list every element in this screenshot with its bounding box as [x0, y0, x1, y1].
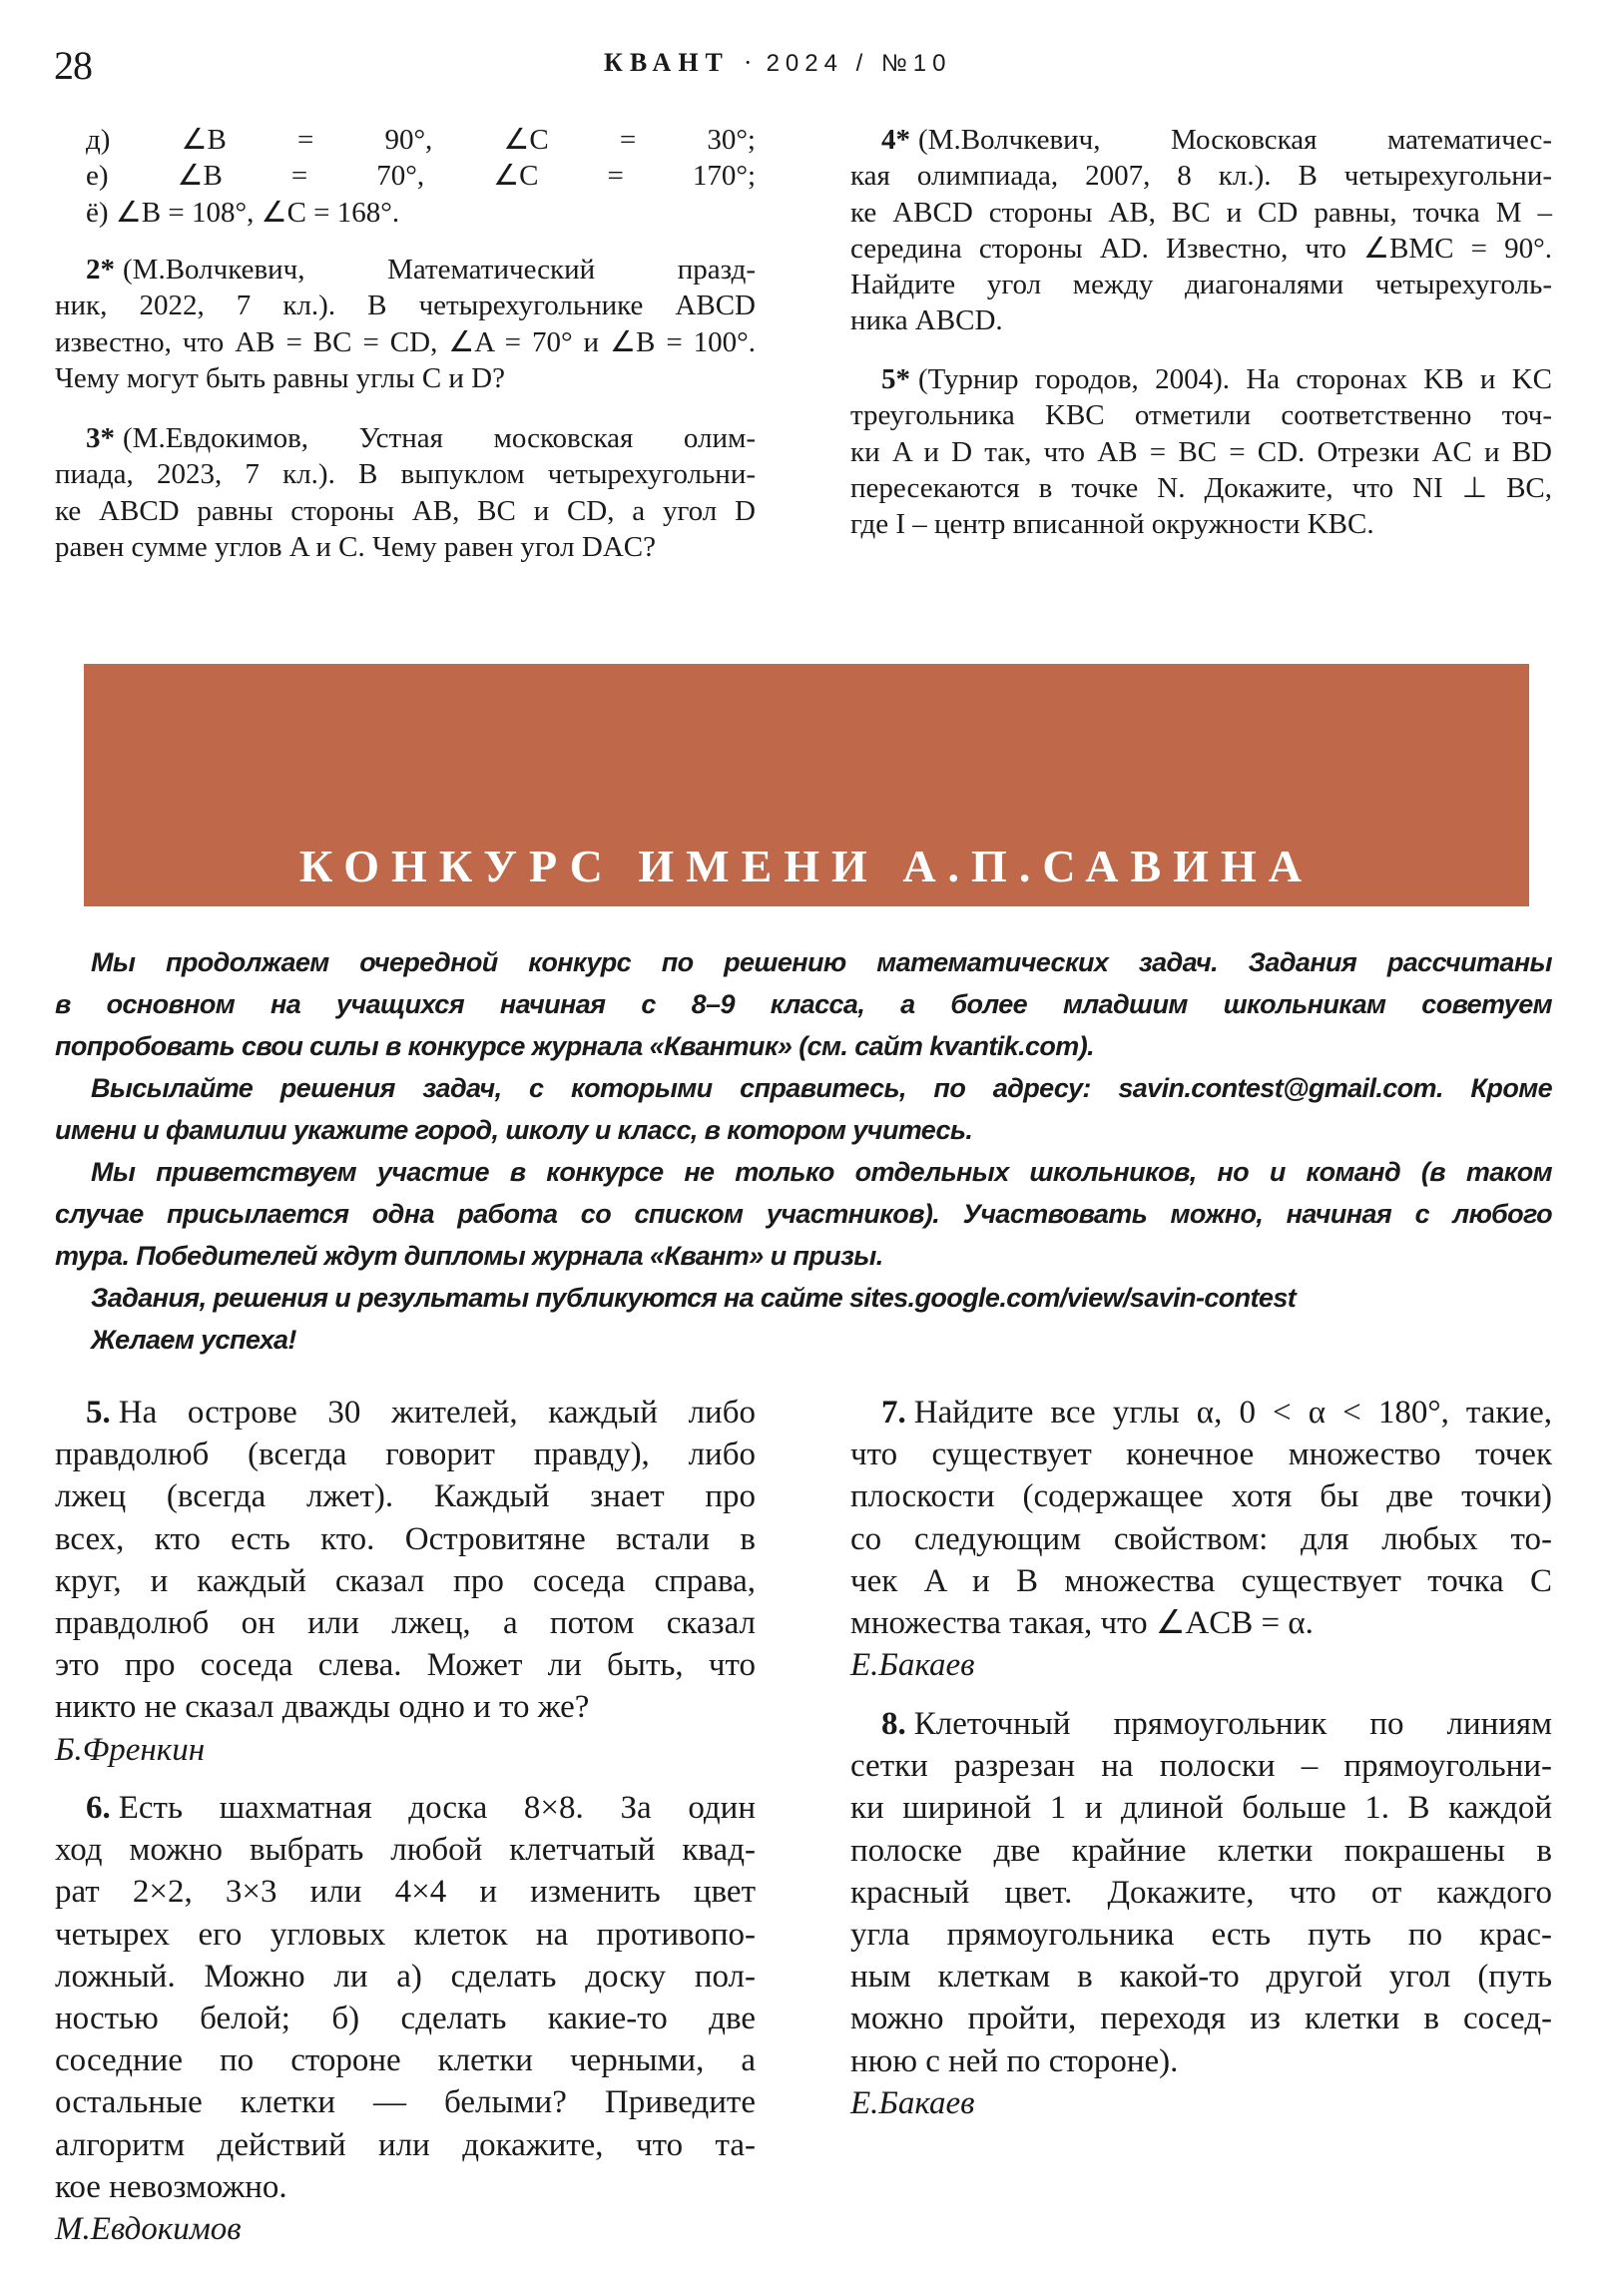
- intro-line: в основном на учащихся начиная с 8–9 класса, а более младшим школьникам советуем: [55, 989, 1552, 1019]
- line-text: ным клеткам в какой-то другой угол (путь: [850, 1959, 1552, 1996]
- line-text: алгоритм действий или докажите, что та-: [55, 2126, 756, 2163]
- text-line: [55, 195, 756, 231]
- line-text: Клеточный прямоугольник по линиям: [913, 1706, 1552, 1742]
- problem-7: [850, 1392, 1552, 1686]
- line-text: четырех его угловых клеток на противопо-: [55, 1916, 756, 1953]
- problem-number: 4*: [881, 124, 910, 156]
- line-text: равен сумме углов A и C. Чему равен угол DAC?: [55, 530, 656, 563]
- text-line: [850, 470, 1552, 506]
- text-line: [55, 1518, 756, 1560]
- problem-5-star: [850, 361, 1552, 542]
- line-text: угла прямоугольника есть путь по крас-: [850, 1916, 1552, 1953]
- text-line: [55, 2039, 756, 2081]
- intro-line: попробовать свои силы в конкурсе журнала «Квантик» (см. сайт kvantik.com).: [55, 1031, 1094, 1061]
- problem-4: [850, 122, 1552, 339]
- line-text: ки шириной 1 и длиной больше 1. В каждой: [850, 1790, 1552, 1827]
- journal-title: КВАНТ: [604, 48, 730, 77]
- text-line: [850, 1703, 1552, 1745]
- text-line: [850, 158, 1552, 194]
- text-line: [55, 1914, 756, 1956]
- line-text: лжец (всегда лжет). Каждый знает про: [55, 1478, 756, 1515]
- contest-banner: [84, 664, 1529, 906]
- text-line: [850, 1998, 1552, 2039]
- text-line: [850, 1392, 1552, 1434]
- text-line: [55, 493, 756, 529]
- line-text: треугольника KBC отметили соответственно точ-: [850, 399, 1552, 432]
- line-text: сетки разрезан на полоски – прямоугольни-: [850, 1748, 1552, 1785]
- text-line: [850, 1602, 1552, 1644]
- line-text: (М.Евдокимов, Устная московская олим-: [123, 422, 756, 454]
- line-text: (М.Волчкевич, Московская математичес-: [918, 124, 1552, 156]
- text-line: [55, 1602, 756, 1644]
- line-text: что существует конечное множество точек: [850, 1436, 1552, 1473]
- text-line: [55, 1392, 756, 1434]
- text-line: [55, 1560, 756, 1602]
- intro-line: Желаем успеха!: [91, 1325, 296, 1355]
- text-line: [55, 1686, 756, 1728]
- problem-author: Е.Бакаев: [850, 2084, 975, 2121]
- line-text: никто не сказал дважды одно и то же?: [55, 1689, 590, 1726]
- issue-number: 2024 / №10: [766, 50, 952, 77]
- text-line: [55, 1644, 756, 1686]
- line-text: известно, что AB = BC = CD, ∠A = 70° и ∠B = 100°.: [55, 325, 756, 358]
- line-text: остальные клетки — белыми? Приведите: [55, 2084, 756, 2121]
- text-line: [55, 529, 756, 565]
- line-text: пиада, 2023, 7 кл.). В выпуклом четырехугольни-: [55, 458, 756, 491]
- text-line: [850, 397, 1552, 433]
- text-line: [850, 1434, 1552, 1475]
- line-text: ложный. Можно ли а) сделать доску пол-: [55, 1958, 756, 1995]
- line-text: ход можно выбрать любой клетчатый квад-: [55, 1832, 756, 1869]
- text-line: [850, 1518, 1552, 1560]
- line-text: со следующим свойством: для любых то-: [850, 1520, 1552, 1557]
- line-text: ке ABCD равны стороны AB, BC и CD, а угол D: [55, 494, 756, 527]
- line-text: всех, кто есть кто. Островитяне встали в: [55, 1520, 756, 1557]
- text-line: [850, 361, 1552, 397]
- text-line: [55, 1956, 756, 1998]
- line-text: рат 2×2, 3×3 или 4×4 и изменить цвет: [55, 1874, 756, 1911]
- line-text: чек A и B множества существует точка C: [850, 1562, 1552, 1599]
- line-text: множества такая, что ∠ACB = α.: [850, 1604, 1314, 1641]
- text-line: [55, 420, 756, 456]
- intro-line: случае присылается одна работа со списком участников). Участвовать можно, начиная с любого: [55, 1199, 1552, 1229]
- problem-author: Е.Бакаев: [850, 1647, 975, 1684]
- text-line: [850, 1956, 1552, 1998]
- line-text: плоскости (содержащее хотя бы две точки): [850, 1478, 1552, 1515]
- text-line: [850, 1830, 1552, 1872]
- problem-number: 5.: [86, 1395, 111, 1431]
- line-text: ё) ∠B = 108°, ∠C = 168°.: [86, 196, 400, 229]
- line-text: Чему могут быть равны углы C и D?: [55, 361, 506, 394]
- line-text: красный цвет. Докажите, что от каждого: [850, 1874, 1552, 1911]
- problem-number: 6.: [86, 1790, 111, 1826]
- line-text: ки A и D так, что AB = BC = CD. Отрезки AC и BD: [850, 435, 1552, 468]
- text-line: [850, 195, 1552, 231]
- line-text: д) ∠B = 90°, ∠C = 30°;: [86, 124, 756, 156]
- line-text: ке ABCD стороны AB, BC и CD равны, точка M –: [850, 196, 1552, 229]
- line-text: (М.Волчкевич, Математический празд-: [123, 254, 756, 286]
- problem-5: [55, 1392, 756, 1771]
- text-line: [850, 2040, 1552, 2082]
- problem-3: [55, 420, 756, 565]
- intro-line: Задания, решения и результаты публикуются на сайте sites.google.com/view/savin-contest: [91, 1283, 1297, 1313]
- text-line: [850, 434, 1552, 470]
- text-line: [55, 158, 756, 194]
- line-text: это про соседа слева. Может ли быть, что: [55, 1647, 756, 1684]
- problem-2: [55, 252, 756, 396]
- line-text: середина стороны AD. Известно, что ∠BMC = 90°.: [850, 232, 1552, 265]
- problem-8: [850, 1703, 1552, 2124]
- text-line: [55, 2124, 756, 2166]
- text-line: [850, 1872, 1552, 1914]
- intro-line: Высылайте решения задач, с которыми справитесь, по адресу: savin.contest@gmail.com. Кроме: [91, 1073, 1552, 1103]
- text-line: [850, 1475, 1552, 1517]
- running-header: [604, 48, 951, 78]
- problem-6: [55, 1787, 756, 2250]
- problem-author: Б.Френкин: [55, 1731, 206, 1768]
- problem-number: 3*: [86, 422, 115, 454]
- problem-number: 7.: [881, 1395, 906, 1431]
- line-text: ник, 2022, 7 кл.). В четырехугольнике ABCD: [55, 289, 756, 322]
- contest-intro: [55, 941, 1552, 1361]
- intro-line: Мы приветствуем участие в конкурсе не только отдельных школьников, но и команд (в таком: [91, 1157, 1552, 1187]
- text-line: [850, 267, 1552, 302]
- line-text: полоске две крайние клетки покрашены в: [850, 1832, 1552, 1869]
- line-text: Есть шахматная доска 8×8. За один: [118, 1790, 756, 1826]
- line-text: кая олимпиада, 2007, 8 кл.). В четырехугольни-: [850, 160, 1552, 193]
- page-number: 28: [54, 43, 92, 88]
- text-line: [55, 1475, 756, 1517]
- text-line: [850, 231, 1552, 267]
- problem-author: М.Евдокимов: [55, 2210, 242, 2247]
- text-line: [55, 2081, 756, 2123]
- banner-title: КОНКУРС ИМЕНИ А.П.САВИНА: [299, 841, 1314, 891]
- text-line: [850, 1787, 1552, 1829]
- line-text: пересекаются в точке N. Докажите, что NI ⊥ BC,: [850, 471, 1552, 504]
- line-text: кое невозможно.: [55, 2168, 287, 2205]
- line-text: где I – центр вписанной окружности KBC.: [850, 508, 1374, 541]
- text-line: [55, 1787, 756, 1829]
- text-line: [55, 456, 756, 492]
- line-text: нюю с ней по стороне).: [850, 2042, 1179, 2079]
- header-separator: ·: [743, 48, 753, 77]
- text-line: [55, 287, 756, 323]
- line-text: (Турнир городов, 2004). На сторонах KB и KC: [918, 363, 1552, 395]
- problem-number: 8.: [881, 1706, 906, 1742]
- line-text: можно пройти, переходя из клетки в сосед-: [850, 2001, 1552, 2037]
- problem-number: 5*: [881, 363, 910, 395]
- intro-line: имени и фамилии укажите город, школу и класс, в котором учитесь.: [55, 1115, 973, 1145]
- text-line: [55, 324, 756, 360]
- text-line: [55, 1998, 756, 2039]
- text-line: [55, 122, 756, 158]
- text-line: [850, 302, 1552, 338]
- line-text: Найдите угол между диагоналями четырехуголь-: [850, 269, 1552, 301]
- line-text: правдолюб (всегда говорит правду), либо: [55, 1436, 756, 1473]
- text-line: [850, 1745, 1552, 1787]
- line-text: соседние по стороне клетки черными, а: [55, 2042, 756, 2079]
- line-text: правдолюб он или лжец, а потом сказал: [55, 1604, 756, 1641]
- text-line: [850, 1560, 1552, 1602]
- text-line: [850, 122, 1552, 158]
- line-text: круг, и каждый сказал про соседа справа,: [55, 1562, 756, 1599]
- text-line: [55, 360, 756, 396]
- text-line: [850, 506, 1552, 542]
- text-line: [55, 1871, 756, 1913]
- line-text: е) ∠B = 70°, ∠C = 170°;: [86, 160, 756, 193]
- text-line: [55, 1434, 756, 1475]
- line-text: Найдите все углы α, 0 < α < 180°, такие,: [913, 1395, 1552, 1431]
- answer-options-list: [55, 122, 756, 231]
- problem-number: 2*: [86, 254, 115, 286]
- text-line: [850, 1914, 1552, 1956]
- text-line: [55, 2166, 756, 2208]
- line-text: ностью белой; б) сделать какие-то две: [55, 2000, 756, 2036]
- intro-line: Мы продолжаем очередной конкурс по решению математических задач. Задания рассчитаны: [91, 947, 1552, 977]
- text-line: [55, 1829, 756, 1871]
- intro-line: тура. Победителей ждут дипломы журнала «Квант» и призы.: [55, 1241, 883, 1271]
- text-line: [55, 252, 756, 287]
- line-text: ника ABCD.: [850, 304, 1003, 337]
- line-text: На острове 30 жителей, каждый либо: [118, 1395, 756, 1431]
